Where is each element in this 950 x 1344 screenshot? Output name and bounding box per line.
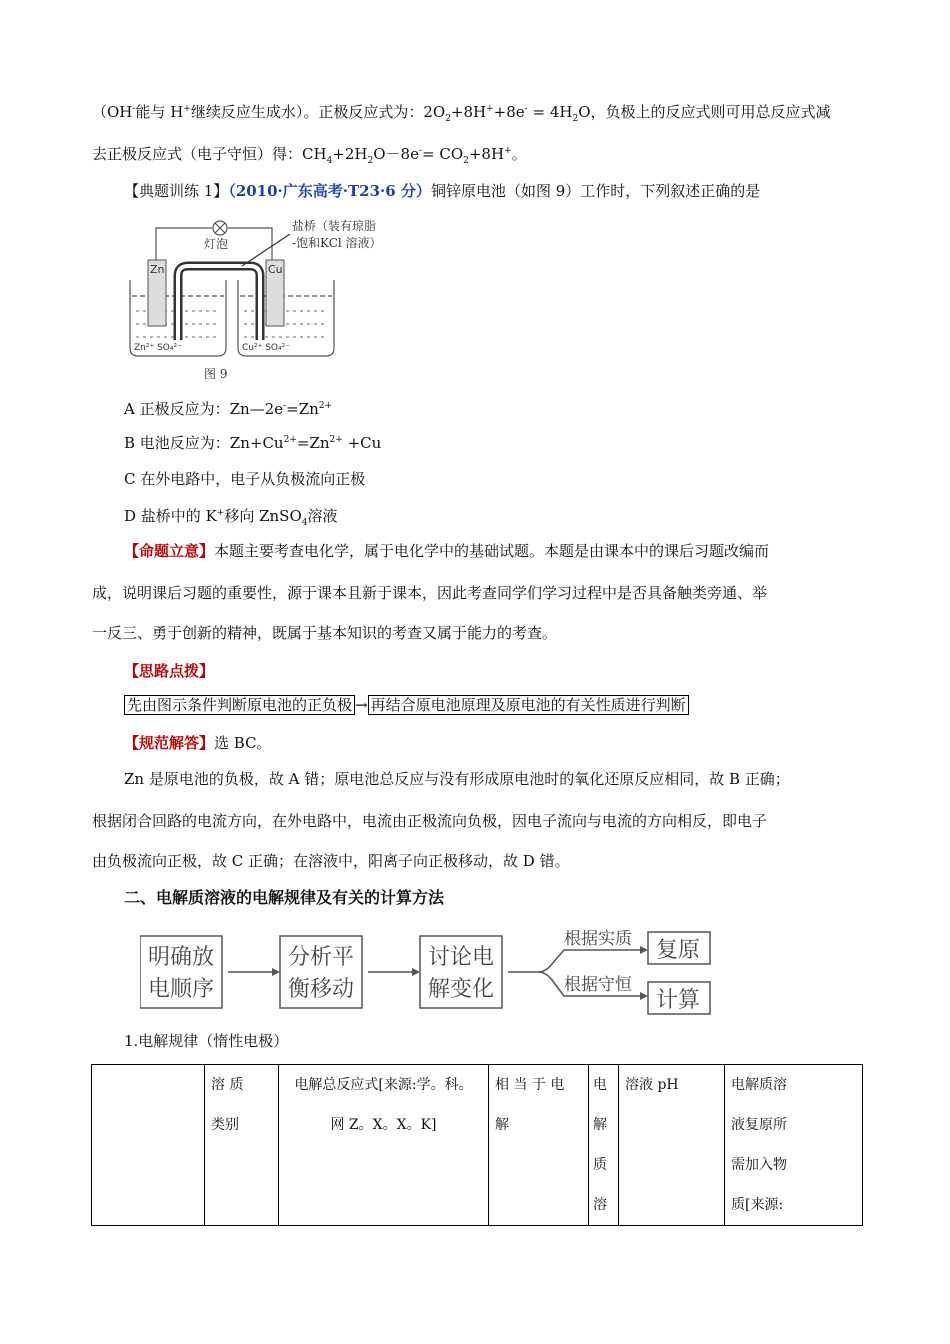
- option-b: B 电池反应为：$Zn+Cu^{2+}=Zn^{2+} +Cu$: [124, 434, 382, 452]
- zn-electrode-label: Zn: [150, 263, 165, 276]
- hint-box-1: 先由图示条件判断原电池的正负极: [124, 695, 355, 715]
- table-cell-solute-type: 溶 质 类别: [205, 1065, 279, 1226]
- flow-box-3-line-2: 解变化: [428, 977, 495, 1002]
- flow-branch-top: 根据实质: [564, 930, 632, 949]
- flow-box-2-line-2: 衡移动: [288, 977, 355, 1002]
- table-cell-electrolyte: 电 解 质 溶: [589, 1065, 619, 1226]
- intro-line-2: 去正极反应式（电子守恒）得：$CH_4+2H_2O-8e^-= CO_2+8H^+$。: [92, 145, 527, 166]
- flow-box-1-line-2: 电顺序: [148, 977, 215, 1002]
- flow-result-top: 复原: [656, 938, 701, 963]
- table-cell-restore: 电解质溶 液复原所 需加入物 质[来源:: [725, 1065, 863, 1226]
- hint-arrow: →: [355, 696, 368, 714]
- table-cell-empty: [92, 1065, 205, 1226]
- intent-line-3: 一反三、勇于创新的精神，既属于基本知识的考查又属于能力的考查。: [92, 624, 558, 642]
- option-a: A 正极反应为：$Zn—2e^-=Zn^{2+}$: [124, 400, 333, 418]
- bridge-label-1: 盐桥（装有琼脂: [292, 219, 377, 233]
- hint-flow: [124, 694, 689, 716]
- answer-line-1: Zn 是原电池的负极，故 A 错；原电池总反应与没有形成原电池时的氧化还原反应相同，故 B 正确；: [124, 770, 790, 788]
- electrolysis-flow-diagram: [140, 930, 720, 1022]
- answer-line-2: 根据闭合回路的电流方向，在外电路中，电流由正极流向负极，因电子流向与电流的方向相反，即电子: [92, 812, 768, 830]
- flow-box-1-line-1: 明确放: [148, 945, 215, 970]
- answer-line-0: [124, 732, 272, 754]
- example-question-text: 铜锌原电池（如图 9）工作时，下列叙述正确的是: [430, 182, 761, 200]
- option-c: C 在外电路中，电子从负极流向正极: [124, 470, 366, 488]
- answer-choice: 选 BC。: [214, 734, 272, 752]
- flow-box-2-line-1: 分析平: [288, 945, 355, 970]
- bulb-label: 灯泡: [204, 237, 229, 251]
- table-cell-ph: 溶液 pH: [619, 1065, 725, 1226]
- answer-label: 【规范解答】: [124, 734, 215, 752]
- zn-ions-label: Zn²⁺ SO₄²⁻: [134, 343, 182, 353]
- electrolysis-table: [91, 1064, 863, 1226]
- table-row: [92, 1065, 863, 1226]
- option-d: D 盐桥中的 K+移向 ZnSO$_4$溶液: [124, 507, 338, 528]
- bridge-label-2: -饱和KCl 溶液）: [292, 236, 382, 250]
- cu-electrode-label: Cu: [268, 263, 283, 276]
- subsection-1-title: 1.电解规律（惰性电极）: [124, 1032, 289, 1050]
- section-2-title: 二、电解质溶液的电解规律及有关的计算方法: [124, 888, 445, 907]
- figure-caption: 图 9: [204, 367, 228, 381]
- table-cell-equivalent: 相 当 于 电 解: [489, 1065, 589, 1226]
- example-question: [124, 180, 760, 202]
- intro-line-1: （OH-能与 H+继续反应生成水）。正极反应式为：$2O_2+8H^++8e^- = 4H_2O$，负极上的反应式则可用总反应式减: [92, 103, 831, 124]
- flow-box-3-line-1: 讨论电: [428, 945, 495, 970]
- galvanic-cell-figure: [122, 216, 418, 386]
- example-label: 【典题训练 1】: [124, 182, 229, 200]
- intent-line-2: 成，说明课后习题的重要性，源于课本且新于课本，因此考查同学们学习过程中是否具备触类旁通、举: [92, 584, 768, 602]
- answer-line-3: 由负极流向正极，故 C 正确；在溶液中，阳离子向正极移动，故 D 错。: [92, 852, 570, 870]
- intent-line-1: 【命题立意】本题主要考查电化学，属于电化学中的基础试题。本题是由课本中的课后习题改编而: [124, 542, 770, 560]
- flow-branch-bottom: 根据守恒: [564, 975, 632, 995]
- intent-label: 【命题立意】: [124, 542, 215, 560]
- hint-box-2: 再结合原电池原理及原电池的有关性质进行判断: [368, 695, 689, 715]
- example-source: （2010·广东高考·T23·6 分）: [228, 182, 431, 200]
- table-cell-total-reaction: 电解总反应式[来源:学。科。 网 Z。X。X。K]: [279, 1065, 489, 1226]
- flow-result-bottom: 计算: [656, 988, 701, 1013]
- cu-ions-label: Cu²⁺ SO₄²⁻: [242, 343, 290, 353]
- hint-label: 【思路点拨】: [124, 662, 215, 680]
